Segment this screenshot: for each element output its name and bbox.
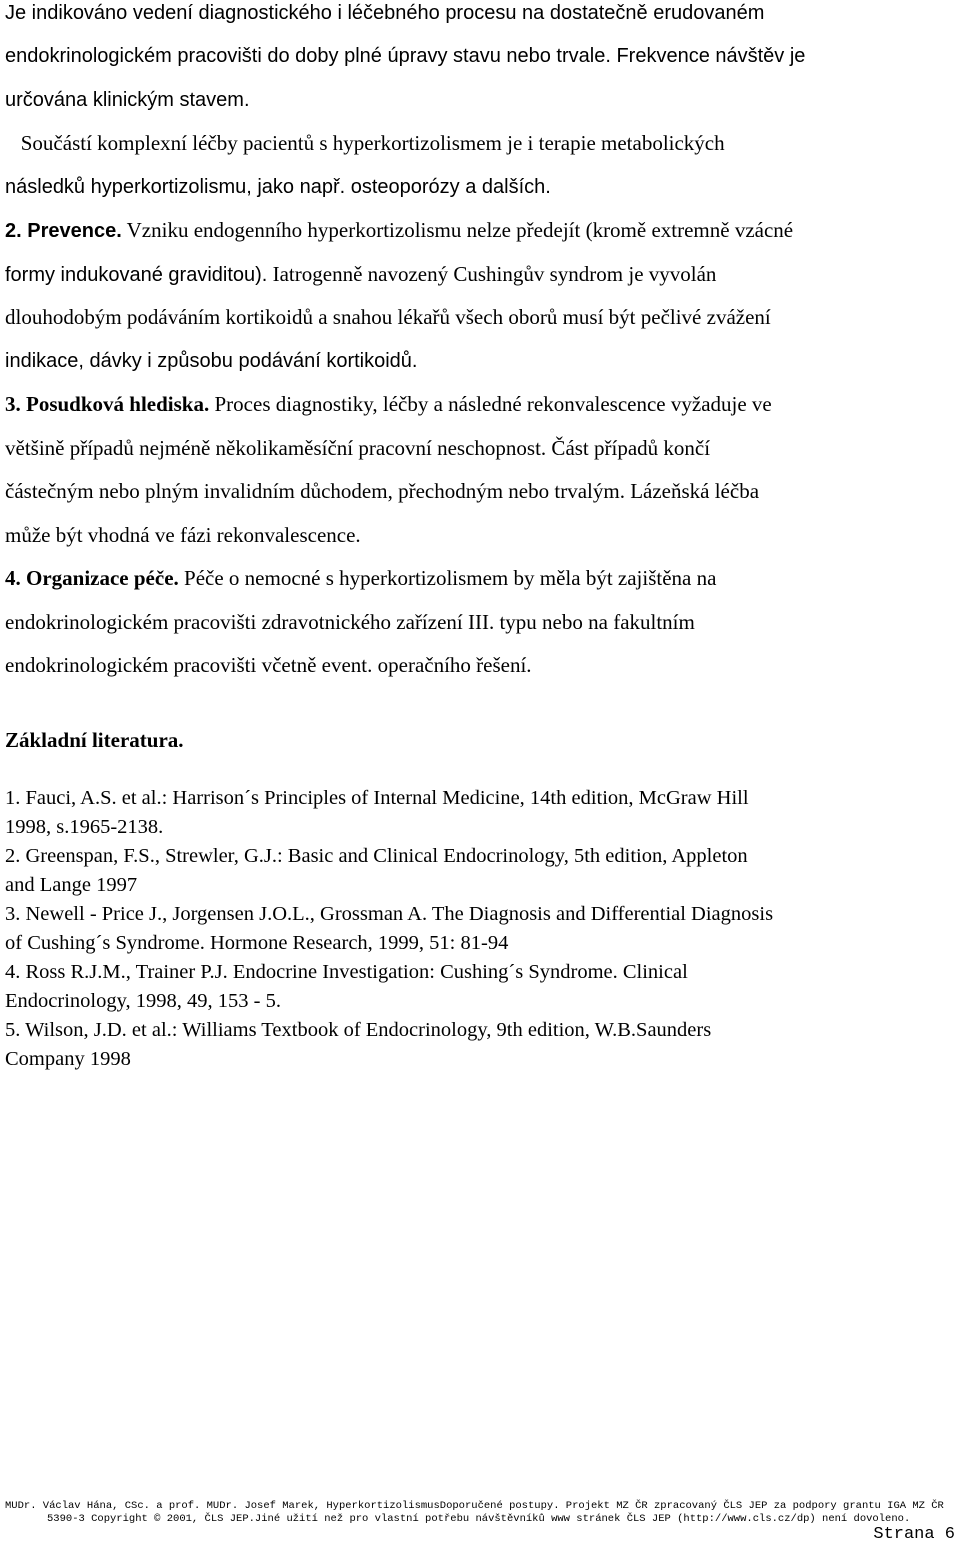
reference-line: 5. Wilson, J.D. et al.: Williams Textbook of Endocrinology, 9th edition, W.B.Saunders <box>5 1019 712 1041</box>
body-text: Vzniku endogenního hyperkortizolismu nelze předejít (kromě extremně vzácné <box>121 218 794 242</box>
reference-line: of Cushing´s Syndrome. Hormone Research, 1999, 51: 81-94 <box>5 932 509 954</box>
reference-line: Endocrinology, 1998, 49, 153 - 5. <box>5 990 281 1012</box>
reference-line: Company 1998 <box>5 1048 131 1070</box>
organizace-line-1 <box>5 565 716 591</box>
reference-line: 4. Ross R.J.M., Trainer P.J. Endocrine Investigation: Cushing´s Syndrome. Clinical <box>5 961 688 983</box>
reference-line: 2. Greenspan, F.S., Strewler, G.J.: Basic and Clinical Endocrinology, 5th edition, Appleton <box>5 845 748 867</box>
section-heading-posudkova: 3. Posudková hlediska. <box>5 392 210 416</box>
posudkova-line-1 <box>5 391 772 417</box>
body-text-line: indikace, dávky i způsobu podávání kortikoidů. <box>5 350 418 372</box>
body-text-line: Součástí komplexní léčby pacientů s hyperkortizolismem je i terapie metabolických <box>5 131 725 155</box>
body-text-line: Je indikováno vedení diagnostického i léčebného procesu na dostatečně erudovaném <box>5 2 765 24</box>
reference-line: 1998, s.1965-2138. <box>5 816 164 838</box>
section-heading-organizace: 4. Organizace péče. <box>5 566 179 590</box>
body-text-line: endokrinologickém pracovišti do doby plné úpravy stavu nebo trvale. Frekvence návštěv je <box>5 45 806 67</box>
reference-line: and Lange 1997 <box>5 874 138 896</box>
section-heading-prevence: 2. Prevence. <box>5 220 122 242</box>
body-text-line: následků hyperkortizolismu, jako např. osteoporózy a dalších. <box>5 176 551 198</box>
body-text-line: částečným nebo plným invalidním důchodem, přechodným nebo trvalým. Lázeňská léčba <box>5 479 760 503</box>
body-text-line: endokrinologickém pracovišti včetně event. operačního řešení. <box>5 653 532 677</box>
footer-line: MUDr. Václav Hána, CSc. a prof. MUDr. Josef Marek, HyperkortizolismusDoporučené postupy. Projekt MZ ČR zpracovaný ČLS JEP za podpory grantu IGA MZ ČR <box>5 1500 944 1512</box>
reference-line: 1. Fauci, A.S. et al.: Harrison´s Principles of Internal Medicine, 14th edition, McGraw Hill <box>5 787 749 809</box>
body-text-line: většině případů nejméně několikaměsíční pracovní neschopnost. Část případů končí <box>5 436 711 460</box>
body-text: Péče o nemocné s hyperkortizolismem by měla být zajištěna na <box>178 566 717 590</box>
body-text: formy indukované graviditou). <box>5 264 268 286</box>
reference-line: 3. Newell - Price J., Jorgensen J.O.L., Grossman A. The Diagnosis and Differential Diagnosis <box>5 903 774 925</box>
body-text-line: určována klinickým stavem. <box>5 89 250 111</box>
literature-heading: Základní literatura. <box>5 728 184 752</box>
body-text: Proces diagnostiky, léčby a následné rekonvalescence vyžaduje ve <box>209 392 772 416</box>
body-text-line: endokrinologickém pracovišti zdravotnického zařízení III. typu nebo na fakultním <box>5 610 695 634</box>
page-number: Strana 6 <box>873 1525 955 1544</box>
prevence-line-2 <box>5 261 716 288</box>
body-text: Iatrogenně navozený Cushingův syndrom je vyvolán <box>267 262 717 286</box>
footer-line: 5390-3 Copyright © 2001, ČLS JEP.Jiné užití než pro vlastní potřebu návštěvníků www stránek ČLS JEP (http://www.cls.cz/dp) není dovoleno. <box>47 1513 911 1525</box>
body-text-line: dlouhodobým podáváním kortikoidů a snahou lékařů všech oborů musí být pečlivé zvážení <box>5 305 771 329</box>
body-text-line: může být vhodná ve fázi rekonvalescence. <box>5 523 361 547</box>
prevence-line-1 <box>5 217 793 244</box>
